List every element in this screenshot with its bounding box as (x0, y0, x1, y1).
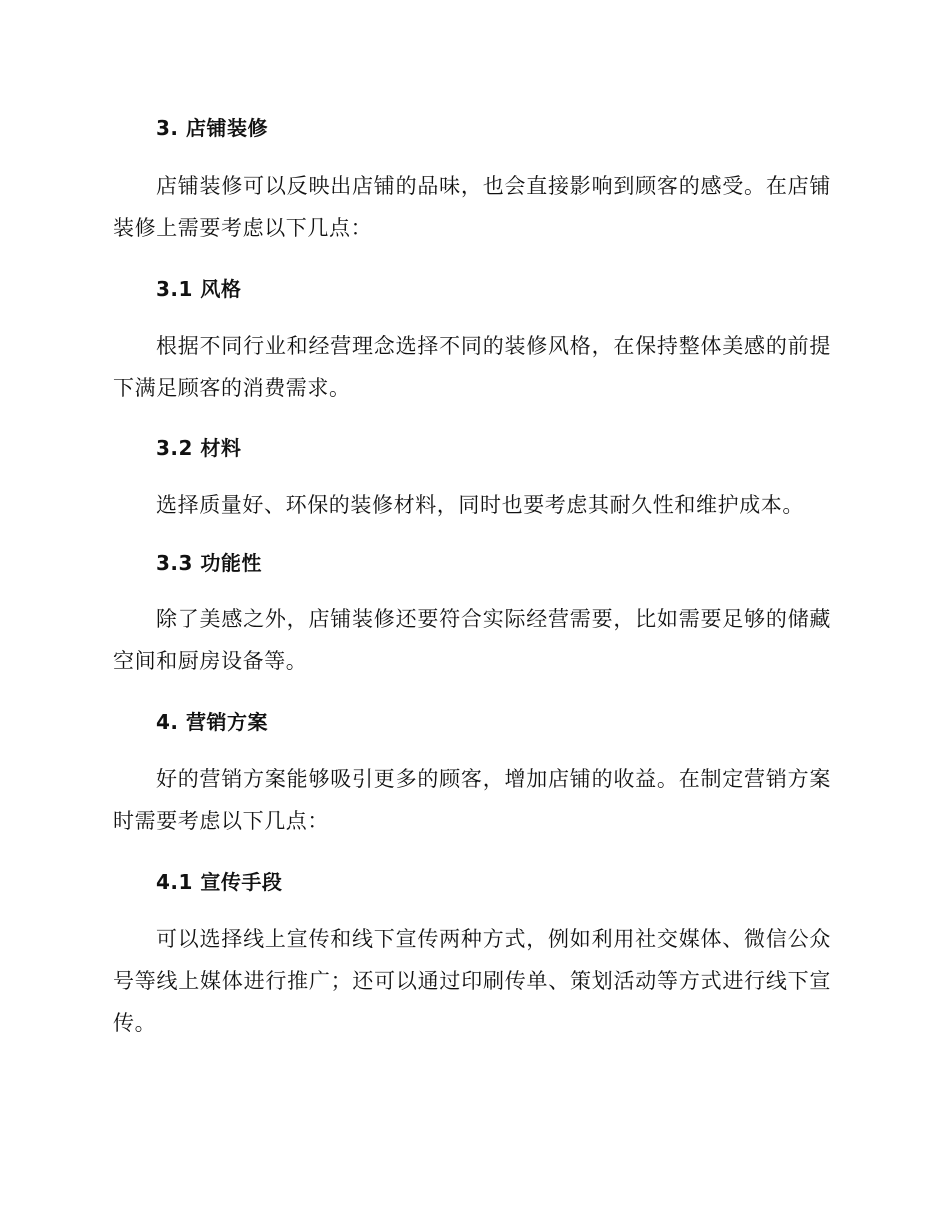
section-paragraph-promotion-methods: 可以选择线上宣传和线下宣传两种方式，例如利用社交媒体、微信公众号等线上媒体进行推广；还可以通过印刷传单、策划活动等方式进行线下宣传。 (113, 927, 831, 1035)
section-heading-promotion-methods: 4.1 宣传手段 (156, 870, 283, 894)
section-heading-materials: 3.2 材料 (156, 436, 242, 460)
section-paragraph-store-decoration: 店铺装修可以反映出店铺的品味，也会直接影响到顾客的感受。在店铺装修上需要考虑以下几点： (113, 174, 831, 240)
section-heading-functionality: 3.3 功能性 (156, 551, 262, 575)
section-paragraph-marketing-plan: 好的营销方案能够吸引更多的顾客，增加店铺的收益。在制定营销方案时需要考虑以下几点： (113, 767, 831, 833)
section-paragraph-style: 根据不同行业和经营理念选择不同的装修风格，在保持整体美感的前提下满足顾客的消费需求。 (113, 334, 831, 400)
section-heading-marketing-plan: 4. 营销方案 (156, 710, 268, 734)
section-paragraph-materials: 选择质量好、环保的装修材料，同时也要考虑其耐久性和维护成本。 (156, 493, 804, 517)
section-heading-store-decoration: 3. 店铺装修 (156, 116, 268, 140)
section-paragraph-functionality: 除了美感之外，店铺装修还要符合实际经营需要，比如需要足够的储藏空间和厨房设备等。 (113, 607, 831, 673)
section-heading-style: 3.1 风格 (156, 277, 242, 301)
